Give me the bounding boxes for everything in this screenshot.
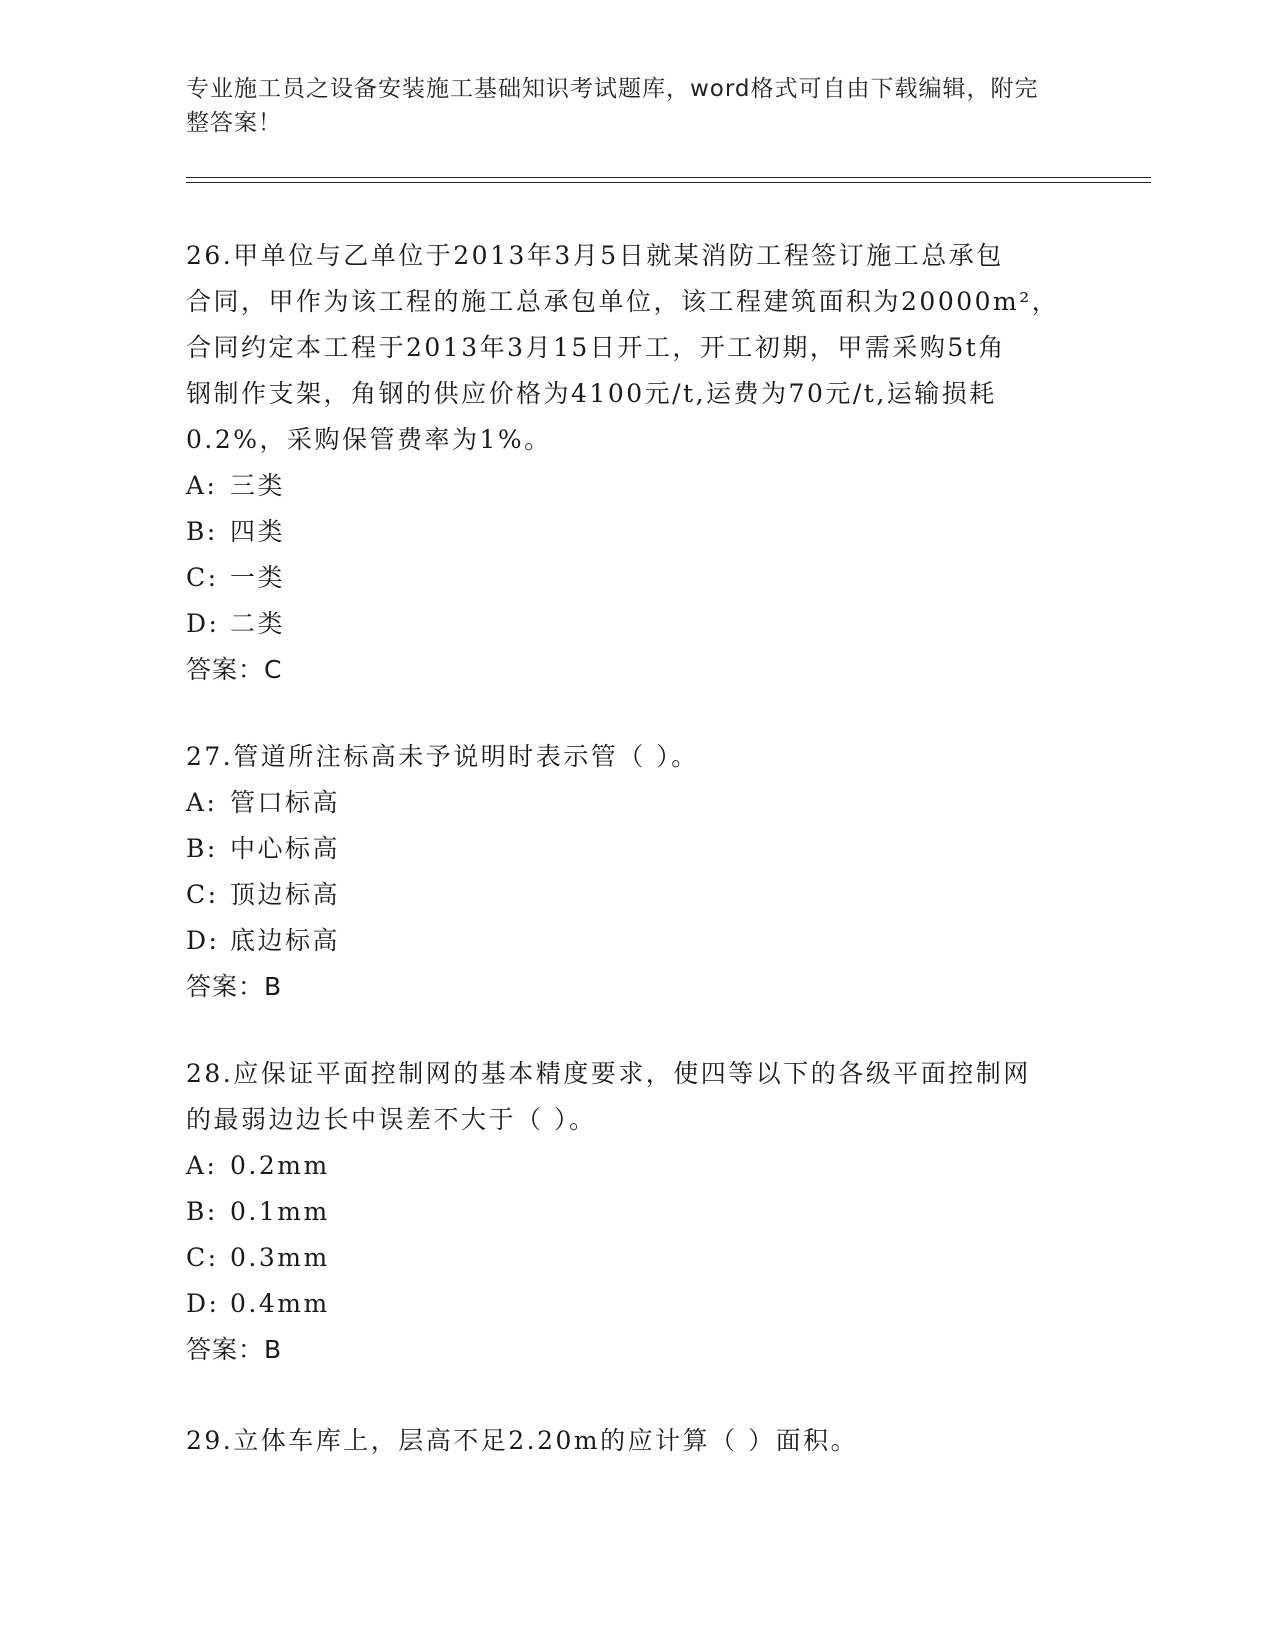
option-text: 顶边标高 <box>230 880 341 909</box>
option-b <box>186 509 1066 555</box>
question-26 <box>186 233 1066 693</box>
option-a <box>186 1143 1066 1189</box>
option-text: 0.3mm <box>230 1243 330 1272</box>
header-title-line-1: 专业施工员之设备安装施工基础知识考试题库，word格式可自由下载编辑，附完 <box>186 76 1039 102</box>
answer-line: 答案：B <box>186 972 283 1001</box>
option-letter: B: <box>186 834 218 863</box>
question-27 <box>186 734 1066 1010</box>
option-letter: C: <box>186 1243 219 1272</box>
question-stem-line: 合同约定本工程于2013年3月15日开工，开工初期，甲需采购5t角 <box>186 333 1006 362</box>
document-header <box>186 72 1066 140</box>
answer-line: 答案：B <box>186 1335 283 1364</box>
question-stem-line: 合同，甲作为该工程的施工总承包单位，该工程建筑面积为20000m²， <box>186 287 1060 316</box>
question-stem-line: 钢制作支架，角钢的供应价格为4100元/t,运费为70元/t,运输损耗 <box>186 379 997 408</box>
option-c <box>186 1235 1066 1281</box>
question-stem-line: 28.应保证平面控制网的基本精度要求，使四等以下的各级平面控制网 <box>186 1059 1031 1088</box>
option-b <box>186 1189 1066 1235</box>
option-text: 二类 <box>230 609 286 638</box>
option-text: 三类 <box>230 471 286 500</box>
option-letter: C: <box>186 880 219 909</box>
option-text: 四类 <box>230 517 286 546</box>
option-letter: D: <box>186 926 220 955</box>
option-letter: B: <box>186 517 218 546</box>
option-letter: A: <box>186 1151 218 1180</box>
option-letter: A: <box>186 788 218 817</box>
option-letter: D: <box>186 609 220 638</box>
question-29 <box>186 1418 1066 1464</box>
header-title-line-2: 整答案！ <box>186 110 282 136</box>
option-d <box>186 918 1066 964</box>
option-b <box>186 826 1066 872</box>
answer-line: 答案：C <box>186 655 283 684</box>
option-text: 管口标高 <box>230 788 341 817</box>
option-letter: D: <box>186 1289 220 1318</box>
option-d <box>186 1281 1066 1327</box>
question-stem-line: 26.甲单位与乙单位于2013年3月5日就某消防工程签订施工总承包 <box>186 241 1004 270</box>
question-stem-line: 27.管道所注标高未予说明时表示管（ ）。 <box>186 742 699 771</box>
option-letter: A: <box>186 471 218 500</box>
question-28 <box>186 1051 1066 1373</box>
question-stem-line: 0.2%，采购保管费率为1%。 <box>186 425 552 454</box>
option-letter: B: <box>186 1197 218 1226</box>
option-text: 底边标高 <box>230 926 341 955</box>
question-stem-line: 29.立体车库上，层高不足2.20m的应计算（ ）面积。 <box>186 1426 859 1455</box>
option-text: 0.1mm <box>230 1197 330 1226</box>
option-c <box>186 872 1066 918</box>
option-d <box>186 601 1066 647</box>
option-text: 中心标高 <box>230 834 341 863</box>
option-text: 一类 <box>230 563 286 592</box>
option-letter: C: <box>186 563 219 592</box>
option-text: 0.2mm <box>230 1151 330 1180</box>
option-c <box>186 555 1066 601</box>
header-divider-top <box>186 177 1151 178</box>
question-stem-line: 的最弱边边长中误差不大于（ ）。 <box>186 1105 597 1134</box>
header-divider-bottom <box>186 182 1151 183</box>
option-a <box>186 780 1066 826</box>
option-text: 0.4mm <box>230 1289 330 1318</box>
option-a <box>186 463 1066 509</box>
